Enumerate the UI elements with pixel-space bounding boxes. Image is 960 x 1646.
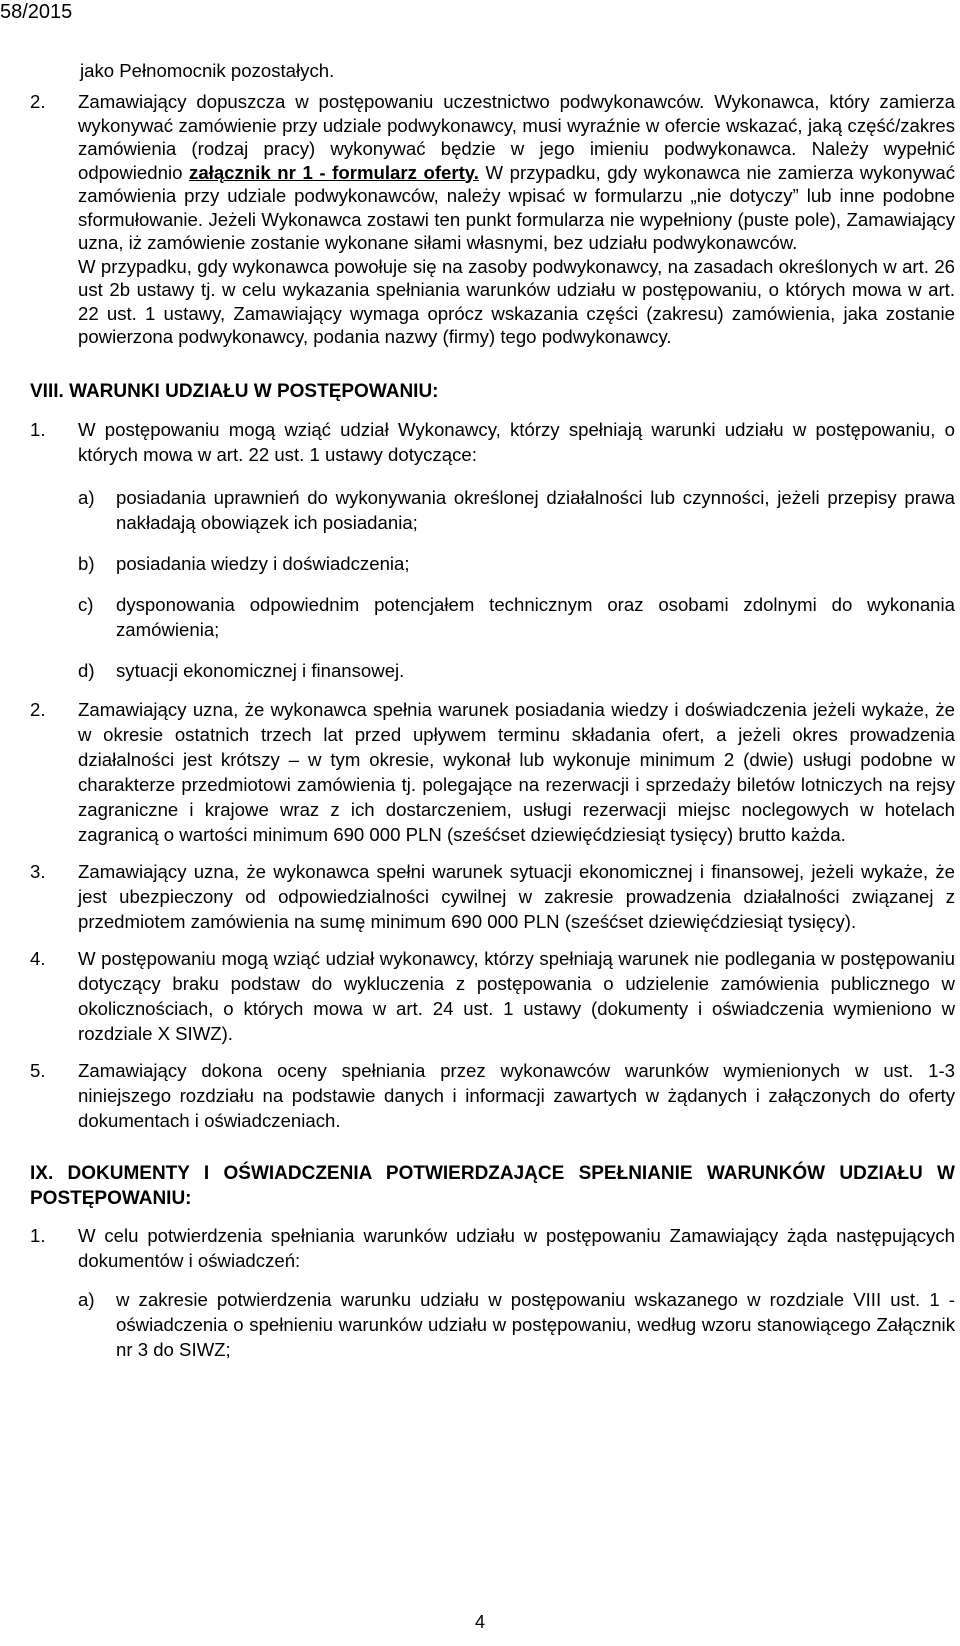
document-item-1 bbox=[30, 1223, 955, 1273]
item-number: 2. bbox=[30, 698, 46, 720]
page-number: 4 bbox=[474, 1612, 485, 1632]
item-text: W postępowaniu mogą wziąć udział Wykonawcy, którzy spełniają warunki udziału w postępowaniu, o których mowa w art. 22 ust. 1 ustawy dotyczące: bbox=[78, 418, 955, 465]
item-text-part-b: W przypadku, gdy wykonawca nie zamierza wykonywać zamówienia przy udziale podwykonawców, należy wpisać w formularzu „nie dotyczy” lub inne podobne sformułowanie. Jeżeli Wykonawca zostawi ten punkt formularza nie wypełniony (puste pole), Zamawiający uzna, iż zamówienie zostanie wykonane siłami własnymi, bez udziału podwykonawców. bbox=[78, 161, 956, 253]
subitem-text: posiadania uprawnień do wykonywania określonej działalności lub czynności, jeżeli przepisy prawa nakładają obowiązek ich posiadania; bbox=[116, 486, 955, 533]
item-number: 1. bbox=[30, 1224, 46, 1246]
item-number: 4. bbox=[30, 947, 46, 969]
subitem-label: d) bbox=[78, 659, 95, 681]
item-text: Zamawiający uzna, że wykonawca spełnia warunek posiadania wiedzy i doświadczenia jeżeli wykaże, że w okresie ostatnich trzech lat przed upływem terminu składania ofert, a jeżeli okres prowadzenia działalności jest krótszy – w tym okresie, wykonał lub wykonuje minimum 2 (dwie) usługi podobne w charakterze przedmiotowi zamówienia tj. polegające na rezerwacji i sprzedaży biletów lotniczych na rejsy zagraniczne i krajowe wraz z ich dostarczeniem, usługi rezerwacji miejsc noclegowych w hotelach zagranicą o wartości minimum 690 000 PLN (sześćset dziewięćdziesiąt tysięcy) brutto każda. bbox=[78, 698, 955, 845]
condition-item-4 bbox=[30, 946, 955, 1046]
subitem-b bbox=[30, 551, 955, 576]
item-text-part-c: W przypadku, gdy wykonawca powołuje się na zasoby podwykonawcy, na zasadach określonych w art. 26 ust 2b ustawy tj. w celu wykazania spełniania warunków udziału w postępowaniu, o których mowa w art. 22 ust. 1 ustawy, Zamawiający wymaga oprócz wskazania części (zakresu) zamówienia, jaka zostanie powierzona podwykonawcy, podania nazwy (firmy) tego podwykonawcy. bbox=[78, 255, 955, 347]
section-title-viii: VIII. WARUNKI UDZIAŁU W POSTĘPOWANIU: bbox=[30, 380, 439, 402]
item-number: 3. bbox=[30, 860, 46, 882]
subitem-text: sytuacji ekonomicznej i finansowej. bbox=[116, 659, 405, 681]
document-body bbox=[30, 58, 955, 1362]
item-number: 2. bbox=[30, 91, 46, 112]
item-text: Zamawiający dokona oceny spełniania przez wykonawców warunków wymienionych w ust. 1-3 niniejszego rozdziału na podstawie danych i informacji zawartych w żądanych i załączonych do oferty dokumentach i oświadczeniach. bbox=[78, 1059, 955, 1131]
subitem-d bbox=[30, 658, 955, 683]
document-reference: 58/2015 bbox=[0, 1, 73, 23]
attachment-reference: załącznik nr 1 - formularz oferty. bbox=[189, 161, 479, 183]
item-text: W postępowaniu mogą wziąć udział wykonawcy, którzy spełniają warunek nie podlegania w postępowaniu dotyczący braku podstaw do wykluczenia z postępowania o udzielenie zamówienia publicznego w okolicznościach, o których mowa w art. 24 ust. 1 ustawy (dokumenty i oświadczenia wymieniono w rozdziale X SIWZ). bbox=[78, 947, 955, 1044]
condition-item-5 bbox=[30, 1058, 955, 1133]
subitem-label: a) bbox=[78, 1288, 95, 1310]
subitem-text: w zakresie potwierdzenia warunku udziału w postępowaniu wskazanego w rozdziale VIII ust. 1 - oświadczenia o spełnieniu warunków udziału w postępowaniu, według wzoru stanowiącego Załącznik nr 3 do SIWZ; bbox=[116, 1288, 955, 1360]
document-subitem-a bbox=[30, 1287, 955, 1362]
item-text: Zamawiający uzna, że wykonawca spełni warunek sytuacji ekonomicznej i finansowej, jeżeli wykaże, że jest ubezpieczony od odpowiedzialności cywilnej w zakresie prowadzenia działalności związanej z przedmiotem zamówienia na sumę minimum 690 000 PLN (sześćset dziewięćdziesiąt tysięcy). bbox=[78, 860, 955, 932]
subitem-label: c) bbox=[78, 593, 94, 615]
item-number: 1. bbox=[30, 418, 46, 440]
item-text-part-a: Zamawiający dopuszcza w postępowaniu uczestnictwo podwykonawców. Wykonawca, który zamierza wykonywać zamówienie przy udziale podwykonawcy, musi wyraźnie w ofercie wskazać, jaką część/zakres zamówienia (rodzaj pracy) wykonywać będzie w jego imieniu podwykonawca. Należy wypełnić odpowiednio bbox=[78, 91, 955, 183]
section-title-ix: IX. DOKUMENTY I OŚWIADCZENIA POTWIERDZAJĄCE SPEŁNIANIE WARUNKÓW UDZIAŁU W POSTĘPOWANIU: bbox=[30, 1162, 955, 1209]
subitem-text: dysponowania odpowiednim potencjałem technicznym oraz osobami zdolnymi do wykonania zamówienia; bbox=[116, 593, 955, 640]
subitem-text: posiadania wiedzy i doświadczenia; bbox=[116, 552, 410, 574]
item-2 bbox=[30, 90, 955, 349]
subitem-label: b) bbox=[78, 552, 95, 574]
condition-item-3 bbox=[30, 859, 955, 934]
subitem-a bbox=[30, 485, 955, 535]
condition-item-1 bbox=[30, 417, 955, 467]
item-text: W celu potwierdzenia spełniania warunków udziału w postępowaniu Zamawiający żąda następujących dokumentów i oświadczeń: bbox=[78, 1224, 955, 1271]
item-text bbox=[78, 90, 955, 349]
item-number: 5. bbox=[30, 1059, 46, 1081]
subitem-c bbox=[30, 592, 955, 642]
subitem-label: a) bbox=[78, 486, 95, 508]
continuation-text: jako Pełnomocnik pozostałych. bbox=[80, 60, 335, 81]
condition-item-2 bbox=[30, 697, 955, 847]
